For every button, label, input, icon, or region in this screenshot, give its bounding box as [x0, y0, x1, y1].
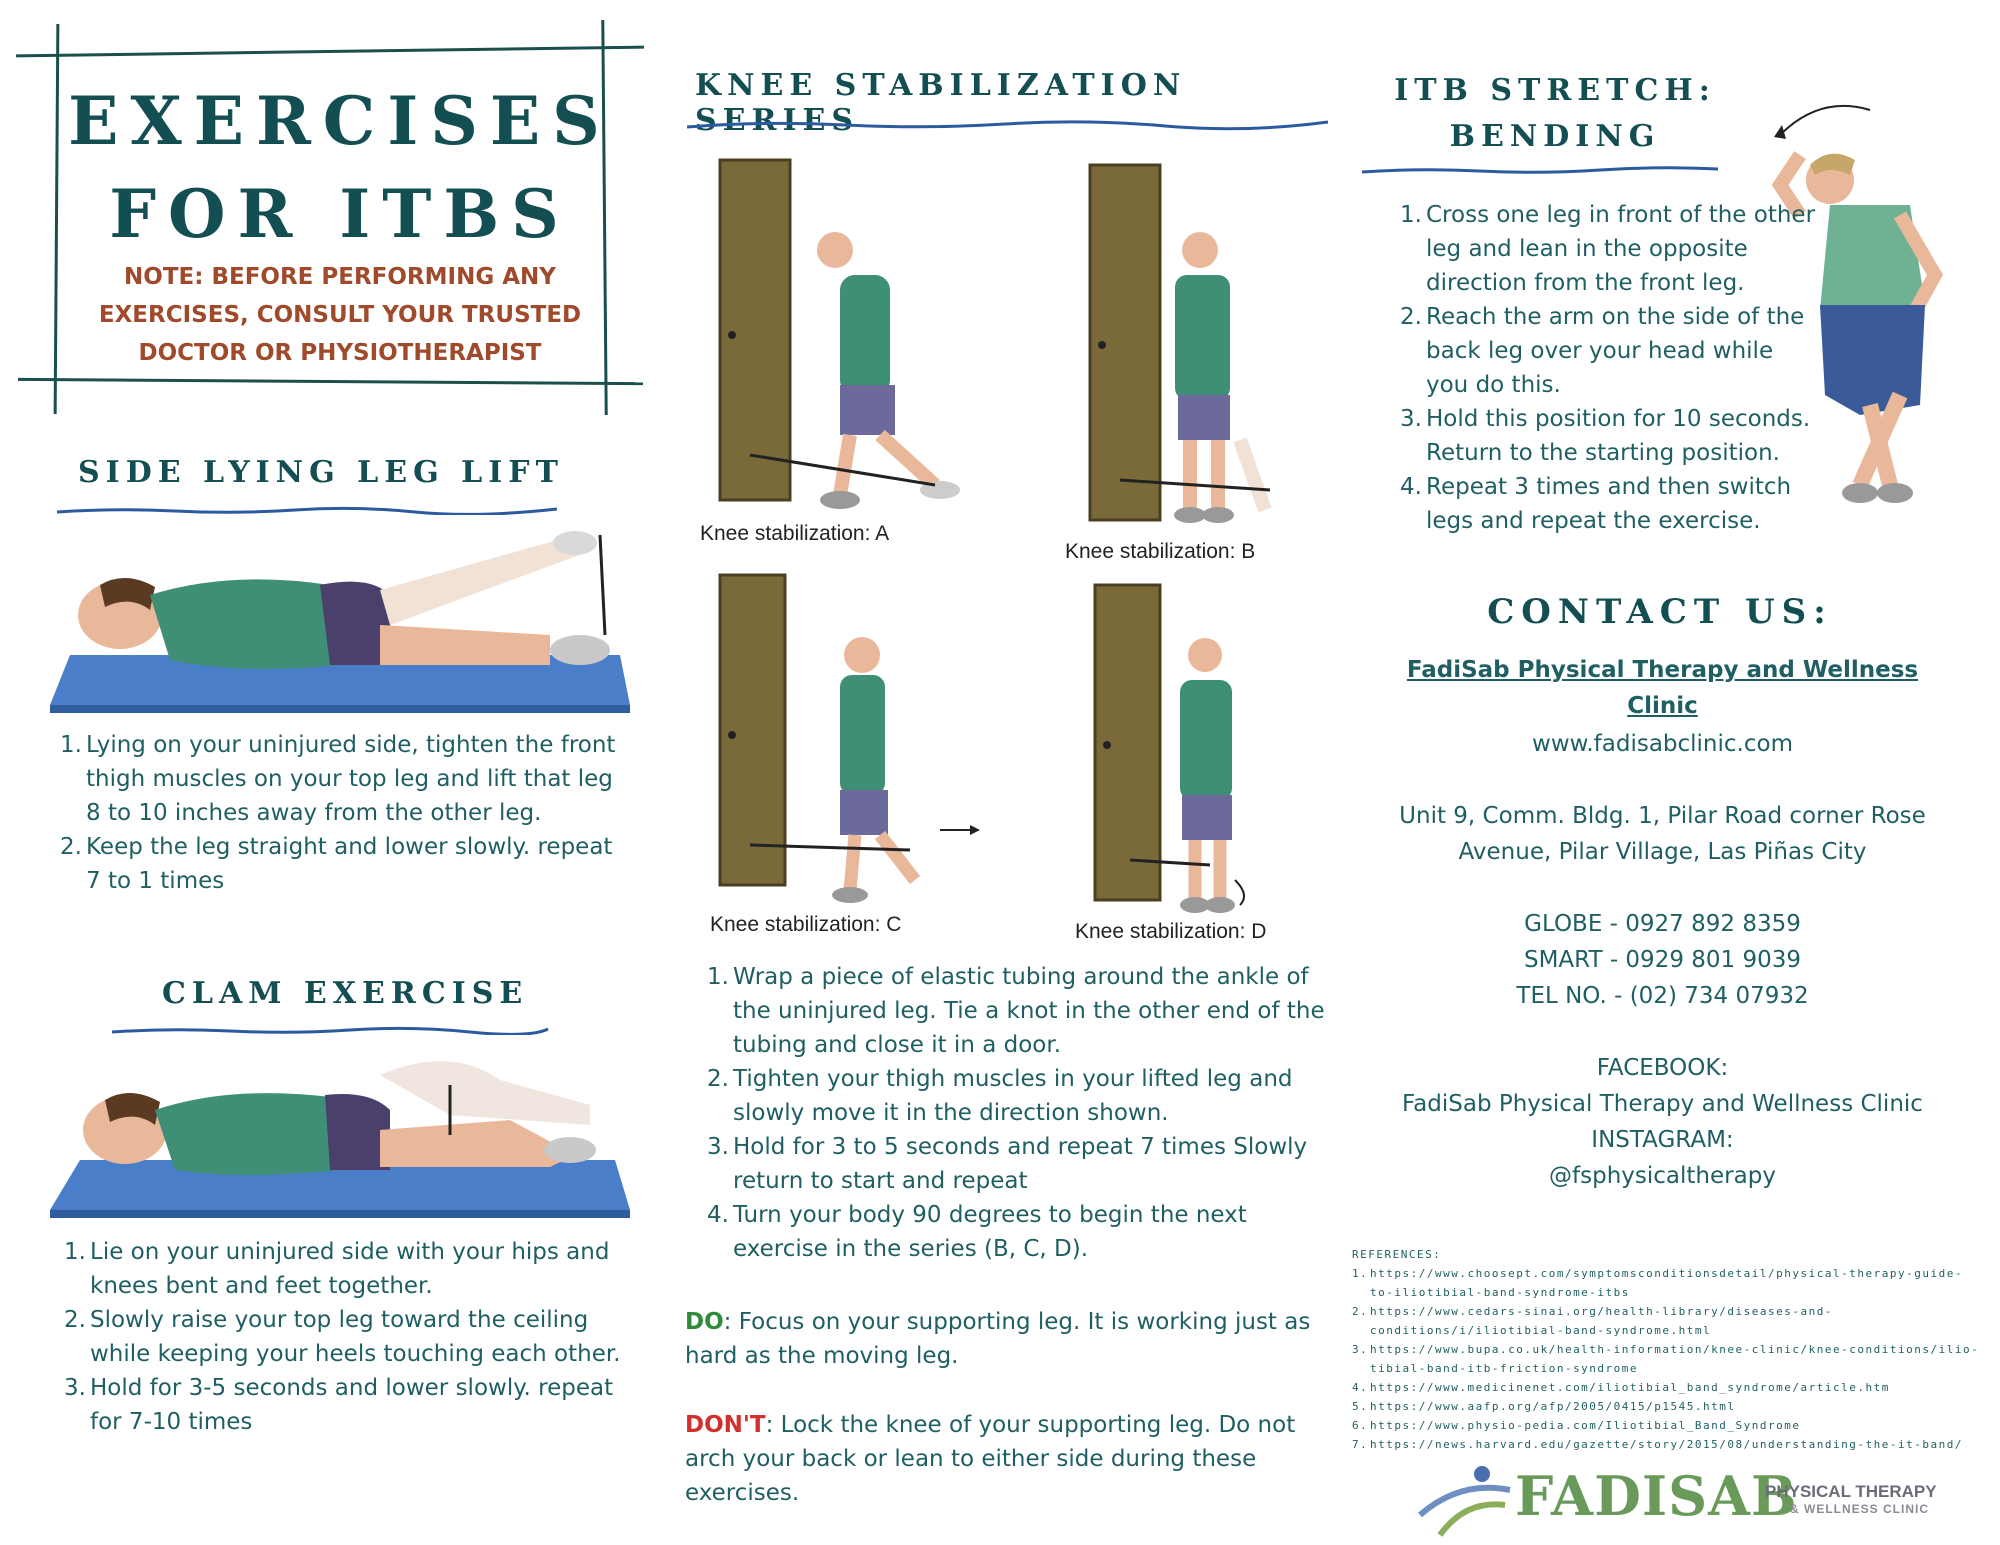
dont-paragraph: [685, 1408, 1325, 1510]
instagram-link[interactable]: @fsphysicaltherapy: [1549, 1163, 1776, 1189]
knee-stabilization-b-illustration: [1050, 160, 1340, 560]
page-title-line2: FOR ITBS: [109, 175, 571, 253]
list-item: 2. Slowly raise your top leg toward the ceiling while keeping your heels touching each other.: [64, 1307, 621, 1367]
reference-link[interactable]: https://news.harvard.edu/gazette/story/2015/08/understanding-the-it-band/: [1370, 1438, 1963, 1451]
list-item: 4. Turn your body 90 degrees to begin the next exercise in the series (B, C, D).: [707, 1202, 1247, 1262]
references: [1352, 1245, 1982, 1454]
clinic-link[interactable]: FadiSab Physical Therapy and Wellness Clinic: [1406, 657, 1919, 719]
website-link[interactable]: www.fadisabclinic.com: [1532, 731, 1793, 757]
knee-caption-b: Knee stabilization: B: [1065, 540, 1256, 563]
logo-line2: & WELLNESS CLINIC: [1790, 1502, 1929, 1516]
knee-caption-d: Knee stabilization: D: [1075, 920, 1267, 943]
instagram-label: INSTAGRAM:: [1591, 1127, 1734, 1153]
list-item: 1. Wrap a piece of elastic tubing around the ankle of the uninjured leg. Tie a knot in the other end of the tubing and close it in a door.: [707, 964, 1325, 1058]
list-item: 1. Cross one leg in front of the other leg and lean in the opposite direction from the front leg.: [1400, 202, 1816, 296]
list-item: 5. https://www.aafp.org/afp/2005/0415/p1545.html: [1352, 1397, 1982, 1416]
list-item: 1. https://www.choosept.com/symptomsconditionsdetail/physical-therapy-guide-to-iliotibial-band-syndrome-itbs: [1352, 1264, 1982, 1302]
list-item: 1. Lying on your uninjured side, tighten the front thigh muscles on your top leg and lift that leg 8 to 10 inches away from the other leg.: [60, 732, 616, 826]
contact-block: [1370, 652, 1955, 1194]
list-item: 2. Tighten your thigh muscles in your lifted leg and slowly move it in the direction shown.: [707, 1066, 1293, 1126]
side-lying-leg-lift-illustration: [30, 515, 630, 715]
reference-link[interactable]: https://www.physio-pedia.com/Iliotibial_Band_Syndrome: [1370, 1419, 1801, 1432]
itb-heading-line2: BENDING: [1449, 119, 1661, 154]
heading-underline: [685, 118, 1330, 132]
list-item: 3. Hold for 3-5 seconds and lower slowly. repeat for 7-10 times: [64, 1375, 614, 1435]
do-text: : Focus on your supporting leg. It is working just as hard as the moving leg.: [685, 1309, 1311, 1369]
dont-text: : Lock the knee of your supporting leg. Do not arch your back or lean to either side during these exercises.: [685, 1412, 1296, 1506]
facebook-link[interactable]: FadiSab Physical Therapy and Wellness Clinic: [1402, 1091, 1923, 1117]
itb-steps: [1400, 198, 1820, 538]
list-item: 3. Hold this position for 10 seconds. Return to the starting position.: [1400, 406, 1811, 466]
clam-heading: CLAM EXERCISE: [162, 976, 529, 1011]
reference-link[interactable]: https://www.choosept.com/symptomsconditionsdetail/physical-therapy-guide-to-iliotibial-band-syndrome-itbs: [1370, 1267, 1963, 1299]
contact-heading: CONTACT US:: [1487, 592, 1833, 632]
knee-caption-a: Knee stabilization: A: [700, 522, 890, 545]
page-title-line1: EXERCISES: [68, 82, 612, 160]
clinic-logo: [1410, 1460, 1970, 1540]
clam-exercise-illustration: [30, 1035, 630, 1220]
knee-steps: [707, 960, 1332, 1266]
list-item: 2. Reach the arm on the side of the back leg over your head while you do this.: [1400, 304, 1805, 398]
list-item: 4. Repeat 3 times and then switch legs and repeat the exercise.: [1400, 474, 1792, 534]
list-item: 6. https://www.physio-pedia.com/Iliotibial_Band_Syndrome: [1352, 1416, 1982, 1435]
reference-link[interactable]: https://www.medicinenet.com/iliotibial_band_syndrome/article.htm: [1370, 1381, 1890, 1394]
itb-heading-line1: ITB STRETCH:: [1394, 73, 1716, 108]
knee-stabilization-c-illustration: [690, 570, 1020, 915]
knee-caption-c: Knee stabilization: C: [710, 913, 902, 936]
logo-line1: PHYSICAL THERAPY: [1765, 1482, 1937, 1501]
smart-number: SMART - 0929 801 9039: [1523, 947, 1802, 973]
do-paragraph: [685, 1305, 1325, 1373]
clinic-address: Unit 9, Comm. Bldg. 1, Pilar Road corner Rose Avenue, Pilar Village, Las Piñas City: [1399, 803, 1926, 865]
knee-stabilization-a-illustration: [690, 155, 1020, 555]
reference-link[interactable]: https://www.aafp.org/afp/2005/0415/p1545.html: [1370, 1400, 1736, 1413]
logo-wordmark: FADISAB: [1515, 1464, 1798, 1528]
logo-swoosh-icon: [1410, 1460, 1530, 1540]
safety-note: NOTE: BEFORE PERFORMING ANY EXERCISES, CONSULT YOUR TRUSTED DOCTOR OR PHYSIOTHERAPIST: [98, 264, 582, 366]
itb-heading: [1360, 68, 1750, 160]
side-lying-heading: SIDE LYING LEG LIFT: [78, 455, 564, 490]
references-label: REFERENCES:: [1352, 1248, 1442, 1261]
list-item: 1. Lie on your uninjured side with your hips and knees bent and feet together.: [64, 1239, 610, 1299]
list-item: 7. https://news.harvard.edu/gazette/story/2015/08/understanding-the-it-band/: [1352, 1435, 1982, 1454]
heading-underline: [1360, 165, 1720, 177]
list-item: 3. Hold for 3 to 5 seconds and repeat 7 times Slowly return to start and repeat: [707, 1134, 1308, 1194]
globe-number: GLOBE - 0927 892 8359: [1524, 911, 1801, 937]
knee-stabilization-d-illustration: [1060, 580, 1340, 925]
list-item: 2. Keep the leg straight and lower slowly. repeat 7 to 1 times: [60, 834, 613, 894]
dont-label: DON'T: [685, 1412, 766, 1438]
do-label: DO: [685, 1309, 724, 1335]
reference-link[interactable]: https://www.cedars-sinai.org/health-library/diseases-and-conditions/i/iliotibial-band-syndrome.html: [1370, 1305, 1833, 1337]
list-item: 2. https://www.cedars-sinai.org/health-library/diseases-and-conditions/i/iliotibial-band-syndrome.html: [1352, 1302, 1982, 1340]
facebook-label: FACEBOOK:: [1596, 1055, 1729, 1081]
list-item: 4. https://www.medicinenet.com/iliotibial_band_syndrome/article.htm: [1352, 1378, 1982, 1397]
list-item: 3. https://www.bupa.co.uk/health-information/knee-clinic/knee-conditions/ilio-tibial-band-itb-friction-syndrome: [1352, 1340, 1982, 1378]
reference-link[interactable]: https://www.bupa.co.uk/health-information/knee-clinic/knee-conditions/ilio-tibial-band-itb-friction-syndrome: [1370, 1343, 1980, 1375]
tel-number: TEL NO. - (02) 734 07932: [1516, 983, 1809, 1009]
side-lying-steps: [60, 728, 630, 898]
clam-steps: [64, 1235, 639, 1439]
knee-heading: KNEE STABILIZATION SERIES: [695, 68, 1187, 138]
